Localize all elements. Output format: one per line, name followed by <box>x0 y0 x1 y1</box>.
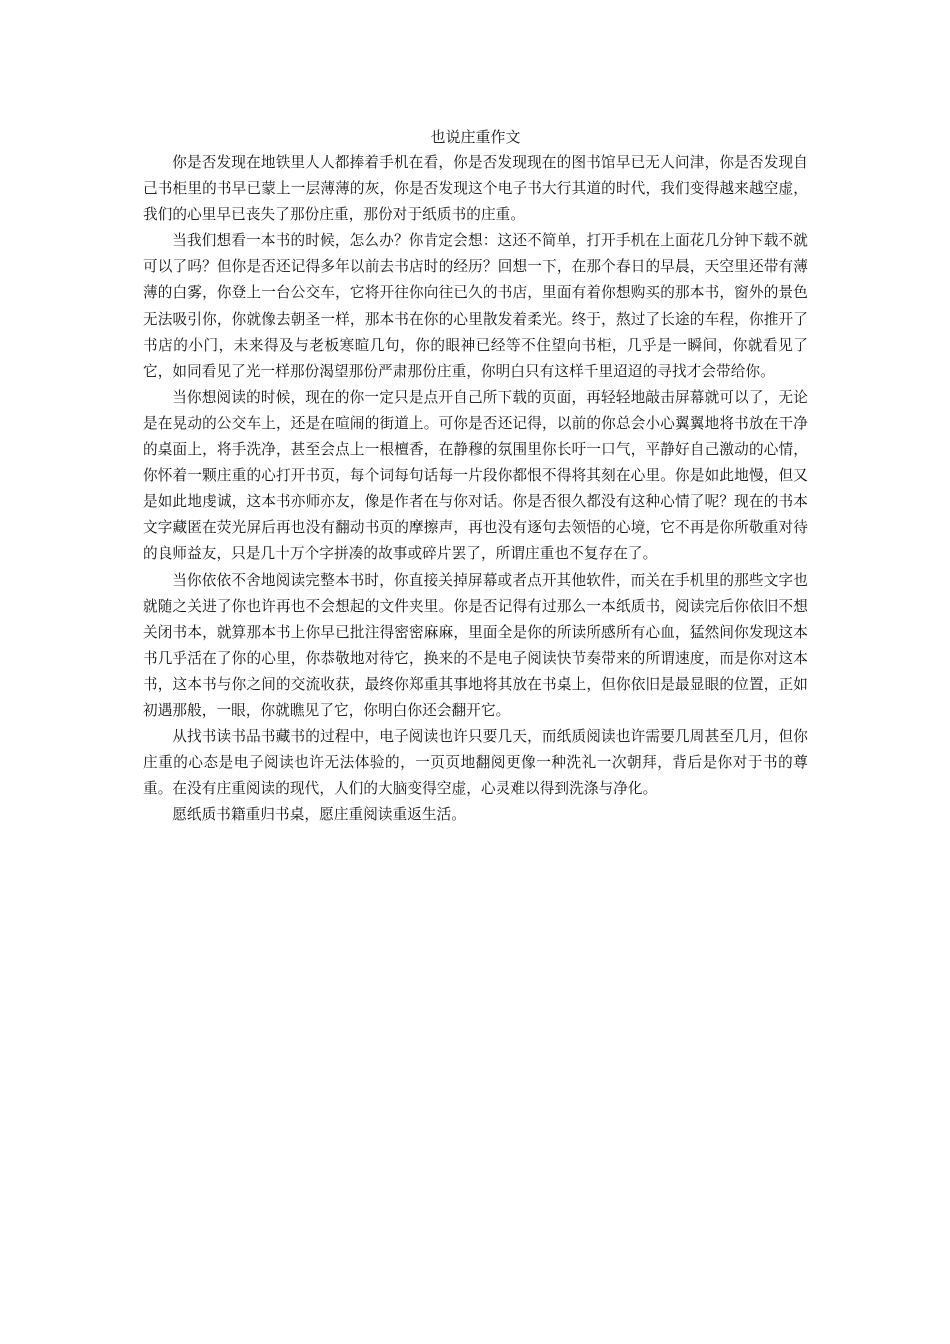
paragraph-1: 你是否发现在地铁里人人都捧着手机在看，你是否发现现在的图书馆早已无人问津，你是否发现自己书柜里的书早已蒙上一层薄薄的灰，你是否发现这个电子书大行其道的时代，我们变得越来越空虚，我们的心里早已丧失了那份庄重，那份对于纸质书的庄重。 <box>143 154 808 224</box>
paragraph-3: 当你想阅读的时候，现在的你一定只是点开自己所下载的页面，再轻轻地敲击屏幕就可以了，无论是在晃动的公交车上，还是在喧闹的街道上。可你是否还记得，以前的你总会小心翼翼地将书放在干净的桌面上，将手洗净，甚至会点上一根檀香，在静穆的氛围里你长吁一口气，平静好自己激动的心情，你怀着一颗庄重的心打开书页，每个词每句话每一片段你都恨不得将其刻在心里。你是如此地慢，但又是如此地虔诚，这本书亦师亦友，像是作者在与你对话。你是否很久都没有这种心情了呢？现在的书本文字藏匿在荧光屏后再也没有翻动书页的摩擦声，再也没有逐句去领悟的心境，它不再是你所敬重对待的良师益友，只是几十万个字拼凑的故事或碎片罢了，所谓庄重也不复存在了。 <box>143 388 808 563</box>
paragraph-5: 从找书读书品书藏书的过程中，电子阅读也许只要几天，而纸质阅读也许需要几周甚至几月，但你庄重的心态是电子阅读也许无法体验的，一页页地翻阅更像一种洗礼一次朝拜，背后是你对于书的尊重。在没有庄重阅读的现代，人们的大脑变得空虚，心灵难以得到洗涤与净化。 <box>143 728 808 798</box>
paragraph-4: 当你依依不舍地阅读完整本书时，你直接关掉屏幕或者点开其他软件，而关在手机里的那些文字也就随之关进了你也许再也不会想起的文件夹里。你是否记得有过那么一本纸质书，阅读完后你依旧不想关闭书本，就算那本书上你早已批注得密密麻麻，里面全是你的所读所感所有心血，猛然间你发现这本书几乎活在了你的心里，你恭敬地对待它，换来的不是电子阅读快节奏带来的所谓速度，而是你对这本书，这本书与你之间的交流收获，最终你郑重其事地将其放在书桌上，但你依旧是最显眼的位置，正如初遇那般，一眼，你就瞧见了它，你明白你还会翻开它。 <box>143 571 808 719</box>
paragraph-2: 当我们想看一本书的时候，怎么办？你肯定会想：这还不简单，打开手机在上面花几分钟下载不就可以了吗？但你是否还记得多年以前去书店时的经历？回想一下，在那个春日的早晨，天空里还带有薄薄的白雾，你登上一台公交车，它将开往你向往已久的书店，里面有着你想购买的那本书，窗外的景色无法吸引你，你就像去朝圣一样，那本书在你的心里散发着柔光。终于，熬过了长途的车程，你推开了书店的小门，未来得及与老板寒暄几句，你的眼神已经等不住望向书柜，几乎是一瞬间，你就看见了它，如同看见了光一样那份渴望那份严肃那份庄重，你明白只有这样千里迢迢的寻找才会带给你。 <box>143 232 808 380</box>
paragraph-6: 愿纸质书籍重归书桌，愿庄重阅读重返生活。 <box>172 806 467 824</box>
document-body <box>143 124 808 828</box>
document-title: 也说庄重作文 <box>430 128 521 146</box>
